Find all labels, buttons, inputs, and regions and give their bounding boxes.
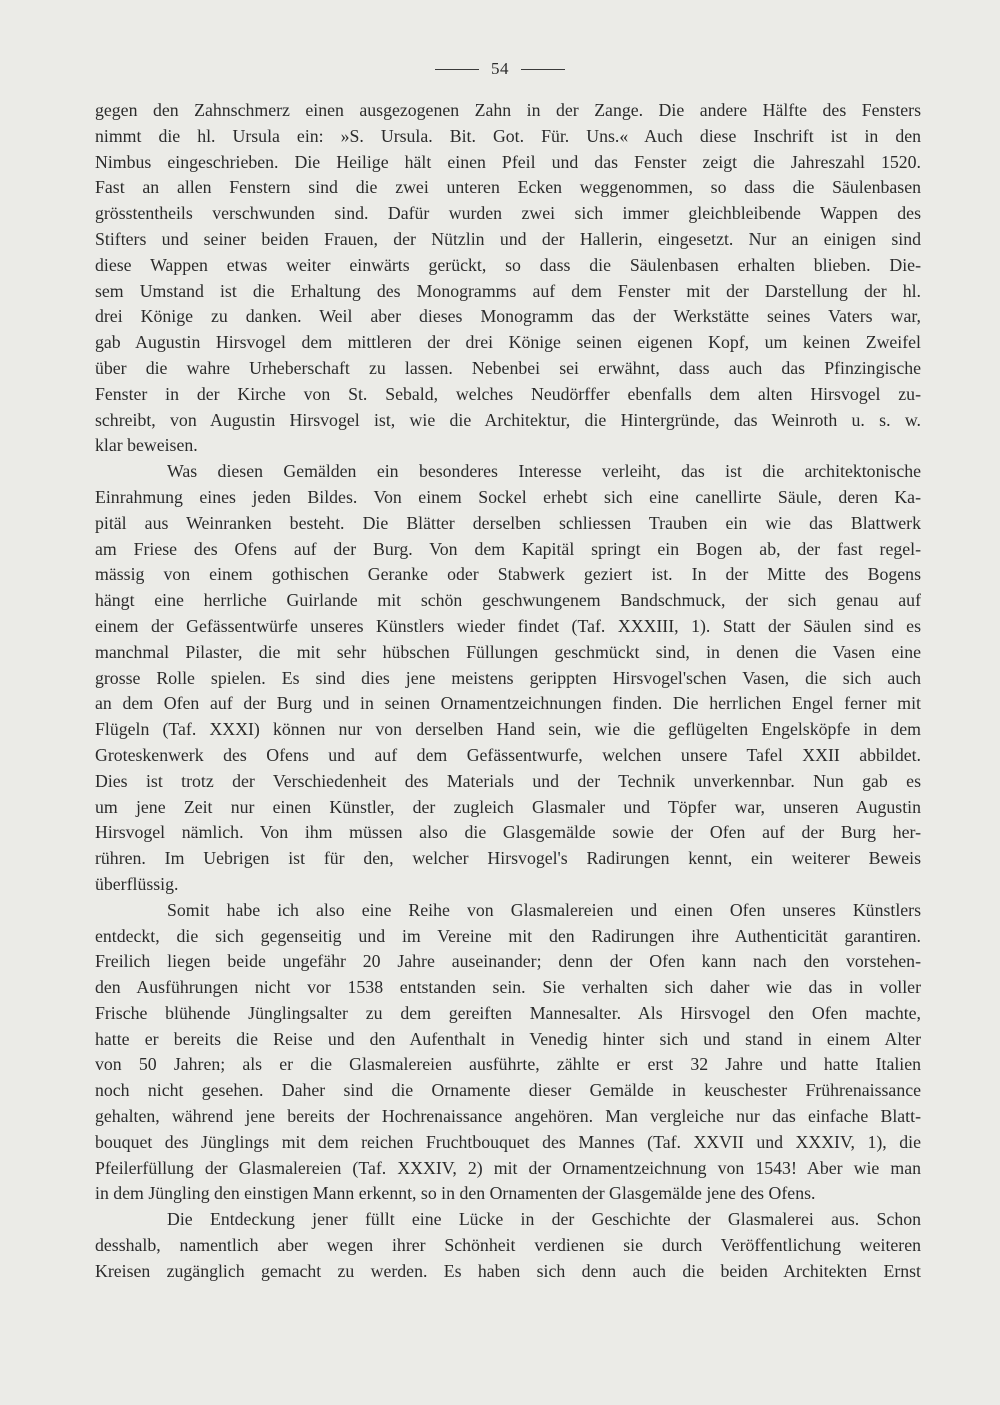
text-line: bouquet des Jünglings mit dem reichen Fruchtbouquet des Mannes (Taf. XXVII und XXXIV, 1), die (95, 1131, 921, 1152)
text-line: Kreisen zugänglich gemacht zu werden. Es haben sich denn auch die beiden Architekten Ernst (95, 1260, 921, 1281)
text-line: noch nicht gesehen. Daher sind die Ornamente dieser Gemälde in keuschester Frührenaissance (95, 1080, 921, 1101)
text-line: manchmal Pilaster, die mit sehr hübschen Füllungen geschmückt sind, in denen die Vasen eine (95, 641, 921, 662)
text-line: gegen den Zahnschmerz einen ausgezogenen Zahn in der Zange. Die andere Hälfte des Fensters (95, 100, 921, 120)
text-line: schreibt, von Augustin Hirsvogel ist, wie die Architektur, die Hintergründe, das Weinroth u. s. w. (95, 409, 921, 430)
paragraph (95, 898, 921, 1208)
text-line: Freilich liegen beide ungefähr 20 Jahre auseinander; denn der Ofen kann nach den vorstehen- (95, 951, 921, 972)
text-line: Fenster in der Kirche von St. Sebald, welches Neudörffer ebenfalls dem alten Hirsvogel zu- (95, 383, 921, 404)
page-header (0, 56, 1000, 82)
text-line: rühren. Im Uebrigen ist für den, welcher Hirsvogel's Radirungen kennt, ein weiterer Beweis (95, 848, 921, 869)
text-line: sem Umstand ist die Erhaltung des Monogramms auf dem Fenster mit der Darstellung der hl. (95, 280, 921, 301)
text-line: gehalten, während jene bereits der Hochrenaissance angehören. Man vergleiche nur das einfache Blatt- (95, 1106, 921, 1127)
paragraph (95, 459, 921, 898)
text-line: in dem Jüngling den einstigen Mann erkennt, so in den Ornamenten der Glasgemälde jene des Ofens. (95, 1183, 816, 1204)
text-line: grosse Rolle spielen. Es sind dies jene meistens gerippten Hirsvogel'schen Vasen, die sich auch (95, 667, 921, 688)
text-line: klar beweisen. (95, 435, 198, 456)
text-line: am Friese des Ofens auf der Burg. Von dem Kapitäl springt ein Bogen ab, der fast regel- (95, 538, 921, 559)
text-line: Fast an allen Fenstern sind die zwei unteren Ecken weggenommen, so dass die Säulenbasen (95, 177, 921, 198)
text-line: Stifters und seiner beiden Frauen, der Nützlin und der Hallerin, eingesetzt. Nur an einigen sind (95, 228, 921, 249)
text-line: Somit habe ich also eine Reihe von Glasmalereien und einen Ofen unseres Künstlers (167, 899, 921, 920)
text-line: grösstentheils verschwunden sind. Dafür wurden zwei sich immer gleichbleibende Wappen des (95, 203, 921, 224)
text-line: drei Könige zu danken. Weil aber dieses Monogramm das der Werkstätte seines Vaters war, (95, 306, 921, 327)
text-line: Frische blühende Jünglingsalter zu dem gereiften Mannesalter. Als Hirsvogel den Ofen machte, (95, 1002, 921, 1023)
text-line: um jene Zeit nur einen Künstler, der zugleich Glasmaler und Töpfer war, unseren Augustin (95, 796, 921, 817)
paragraph (95, 98, 921, 459)
text-line: Einrahmung eines jeden Bildes. Von einem Sockel erhebt sich eine canellirte Säule, deren Ka- (95, 486, 921, 507)
page-number: 54 (491, 59, 509, 78)
text-line: Dies ist trotz der Verschiedenheit des Materials und der Technik unverkennbar. Nun gab es (95, 770, 921, 791)
text-line: einem der Gefässentwürfe unseres Künstlers wieder findet (Taf. XXXIII, 1). Statt der Säulen sind es (95, 615, 921, 636)
text-line: über die wahre Urheberschaft zu lassen. Nebenbei sei erwähnt, dass auch das Pfinzingische (95, 357, 921, 378)
text-line: an dem Ofen auf der Burg und in seinen Ornamentzeichnungen finden. Die herrlichen Engel ferner mit (95, 693, 921, 714)
text-line: gab Augustin Hirsvogel dem mittleren der drei Könige seinen eigenen Kopf, um keinen Zweifel (95, 332, 921, 353)
text-line: mässig von einem gothischen Geranke oder Stabwerk geziert ist. In der Mitte des Bogens (95, 564, 921, 585)
text-line: nimmt die hl. Ursula ein: »S. Ursula. Bit. Got. Für. Uns.« Auch diese Inschrift ist in den (95, 125, 921, 146)
text-line: überflüssig. (95, 873, 179, 894)
text-line: Flügeln (Taf. XXXI) können nur von derselben Hand sein, wie die geflügelten Engelsköpfe in dem (95, 719, 921, 740)
paragraph (95, 1207, 921, 1284)
text-line: den Ausführungen nicht vor 1538 entstanden sein. Sie verhalten sich daher wie das in voller (95, 977, 921, 998)
text-line: Die Entdeckung jener füllt eine Lücke in der Geschichte der Glasmalerei aus. Schon (167, 1209, 921, 1230)
text-line: Pfeilerfüllung der Glasmalereien (Taf. XXXIV, 2) mit der Ornamentzeichnung von 1543! Aber wie man (95, 1157, 921, 1178)
header-rule-right (521, 69, 565, 70)
text-line: Was diesen Gemälden ein besonderes Interesse verleiht, das ist die architektonische (167, 461, 921, 482)
text-line: Nimbus eingeschrieben. Die Heilige hält einen Pfeil und das Fenster zeigt die Jahreszahl 1520. (95, 151, 921, 172)
text-line: pitäl aus Weinranken besteht. Die Blätter derselben schliessen Trauben ein wie das Blattwerk (95, 512, 921, 533)
text-line: diese Wappen etwas weiter einwärts gerückt, so dass die Säulenbasen erhalten blieben. Die- (95, 254, 921, 275)
text-line: Hirsvogel nämlich. Von ihm müssen also die Glasgemälde sowie der Ofen auf der Burg her- (95, 822, 921, 843)
text-line: entdeckt, die sich gegenseitig und im Vereine mit den Radirungen ihre Authenticität garantiren. (95, 925, 921, 946)
text-line: hängt eine herrliche Guirlande mit schön geschwungenem Bandschmuck, der sich genau auf (95, 590, 921, 611)
text-line: Groteskenwerk des Ofens und auf dem Gefässentwurfe, welchen unsere Tafel XXII abbildet. (95, 744, 921, 765)
header-rule-left (435, 69, 479, 70)
text-line: von 50 Jahren; als er die Glasmalereien ausführte, zählte er erst 32 Jahre und hatte Italien (95, 1054, 921, 1075)
body-text (95, 98, 921, 1285)
text-line: desshalb, namentlich aber wegen ihrer Schönheit verdienen sie durch Veröffentlichung weiteren (95, 1235, 921, 1256)
text-line: hatte er bereits die Reise und den Aufenthalt in Venedig hinter sich und stand in einem Alter (95, 1028, 921, 1049)
